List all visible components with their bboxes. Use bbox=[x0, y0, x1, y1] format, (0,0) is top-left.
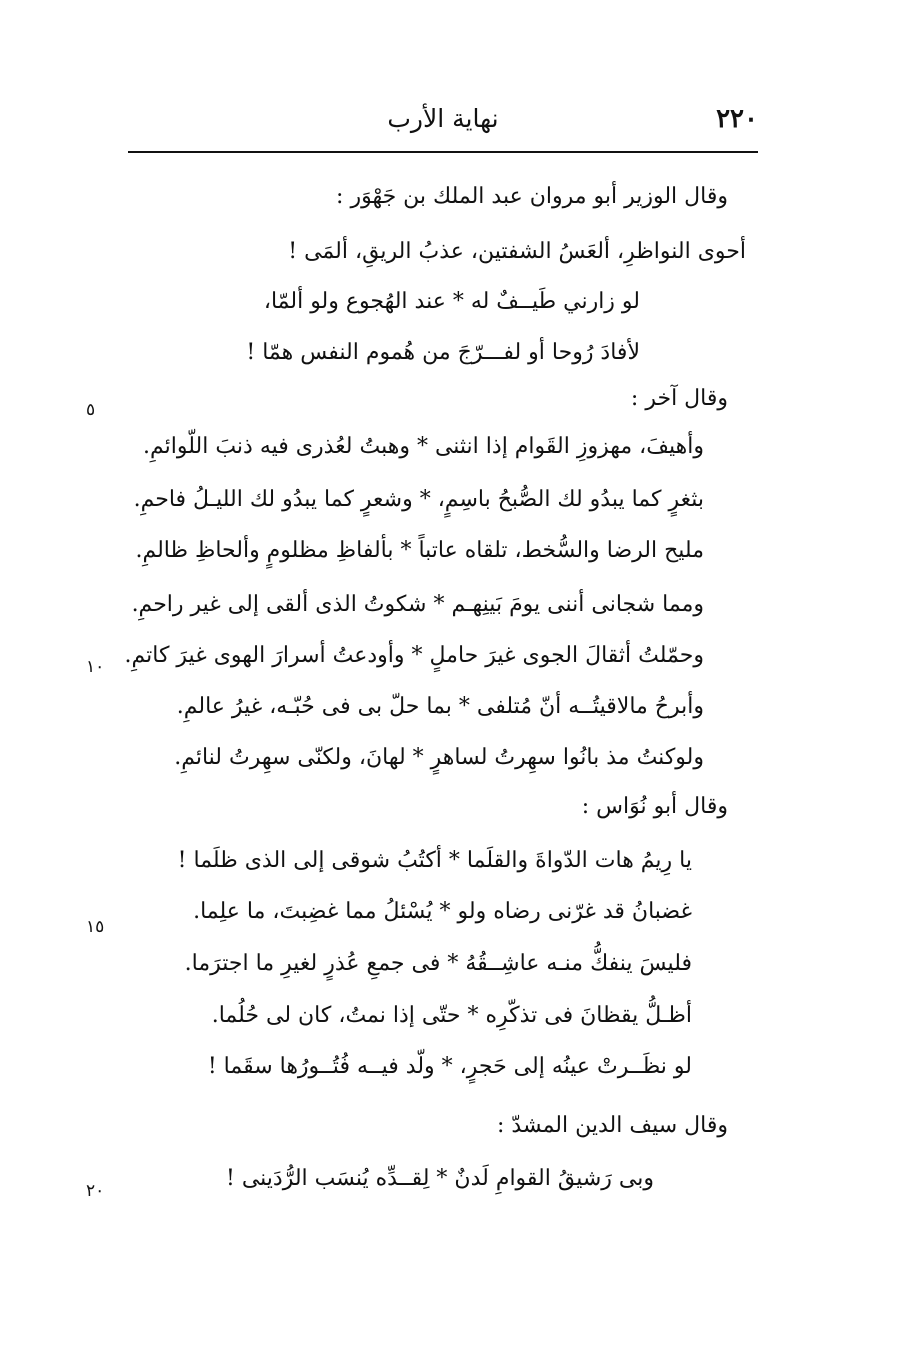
section-intro: وقال آخر : bbox=[630, 386, 728, 411]
line-number: ١٠ bbox=[86, 657, 105, 677]
verse-line: وأهيفَ، مهزوزِ القَوام إذا انثنى * وهبتُ لعُذرى فيه ذنبَ اللّوائمِ. bbox=[143, 434, 704, 459]
running-title: نهاية الأرب bbox=[387, 104, 499, 133]
section-intro: وقال سيف الدين المشدّ : bbox=[497, 1113, 728, 1138]
verse-line: وحمّلتُ أثقالَ الجوى غيرَ حاملٍ * وأودعتُ أسرارَ الهوى غيرَ كاتمِ. bbox=[124, 643, 704, 668]
page-number: ٢٢٠ bbox=[716, 104, 758, 134]
verse-line: لو زارني طَيــفٌ له * عند الهُجوع ولو ألمّا، bbox=[263, 289, 640, 314]
verse-line: فليسَ ينفكُّ منـه عاشِــقُهُ * فى جمعِ عُذرٍ لغيرِ ما اجترَما. bbox=[184, 951, 692, 976]
verse-line: يا رِيمُ هات الدّواةَ والقلَما * أكتُبُ شوقى إلى الذى ظلَما ! bbox=[177, 848, 692, 873]
line-number: ٥ bbox=[86, 400, 96, 420]
page-header bbox=[128, 104, 758, 148]
verse-line: لأفادَ رُوحا أو لفـــرّجَ من هُموم النفس همّا ! bbox=[246, 340, 640, 365]
verse-line: وبى رَشيقُ القوامِ لَدنٌ * لِقــدِّه يُنسَب الرُّدَينى ! bbox=[225, 1166, 654, 1191]
verse-line: مليح الرضا والسُّخط، تلقاه عاتباً * بألفاظِ مظلومٍ وألحاظِ ظالمِ. bbox=[135, 538, 704, 563]
verse-line: أحوى النواظرِ، ألعَسُ الشفتين، عذبُ الريقِ، ألمَى ! bbox=[288, 239, 746, 264]
line-number: ٢٠ bbox=[86, 1181, 105, 1201]
header-rule bbox=[128, 151, 758, 153]
verse-line: ومما شجانى أننى يومَ بَينِهـم * شكوتُ الذى ألقى إلى غير راحمِ. bbox=[131, 592, 704, 617]
verse-line: لو نظَــرتْ عينُه إلى حَجرٍ، * ولّد فيــه فُتُــورُها سقَما ! bbox=[207, 1054, 692, 1079]
verse-line: وأبرحُ مالاقيتُــه أنّ مُتلفى * بما حلّ بى فى حُبّـه، غيرُ عالمِ. bbox=[176, 694, 704, 719]
verse-line: غضبانُ قد غرّنى رضاه ولو * يُسْئلُ مما غضِبتَ، ما علِما. bbox=[193, 899, 692, 924]
verse-line: أظـلُّ يقظانَ فى تذكّرِه * حتّى إذا نمتُ، كان لى حُلُما. bbox=[211, 1003, 692, 1028]
verse-line: ولوكنتُ مذ بانُوا سهِرتُ لساهرٍ * لهانَ، ولكنّى سهِرتُ لنائمِ. bbox=[174, 745, 704, 770]
line-number: ١٥ bbox=[86, 917, 105, 937]
verse-line: بثغرٍ كما يبدُو لك الصُّبحُ باسِمٍ، * وشعرٍ كما يبدُو لك الليـلُ فاحمِ. bbox=[133, 487, 704, 512]
section-intro: وقال أبو نُوَاس : bbox=[581, 794, 728, 819]
section-intro: وقال الوزير أبو مروان عبد الملك بن جَهْوَر : bbox=[336, 184, 728, 209]
